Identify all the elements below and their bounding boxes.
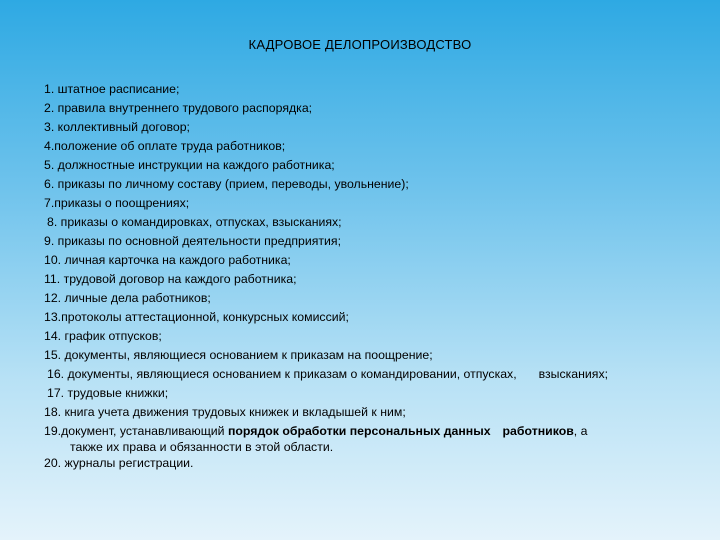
list-item: [0, 80, 720, 99]
item-text: 12. личные дела работников;: [44, 291, 211, 305]
item-text: 3. коллективный договор;: [44, 120, 190, 134]
list-item: [0, 270, 720, 289]
list-item: [0, 365, 720, 384]
item-text: 13.протоколы аттестационной, конкурсных комиссий;: [44, 310, 349, 324]
list-item: [0, 454, 720, 473]
item-text: 9. приказы по основной деятельности предприятия;: [44, 234, 341, 248]
list-item: [0, 327, 720, 346]
item-text: 10. личная карточка на каждого работника;: [44, 253, 291, 267]
item-text: 8. приказы о командировках, отпусках, взысканиях;: [47, 215, 342, 229]
list-item: [0, 213, 720, 232]
list-item: [0, 346, 720, 365]
item-text: 15. документы, являющиеся основанием к приказам на поощрение;: [44, 348, 433, 362]
item-text: 14. график отпусков;: [44, 329, 162, 343]
item-text-end: взысканиях;: [538, 367, 609, 381]
item-text: 17. трудовые книжки;: [47, 386, 169, 400]
item-bold-text: порядок обработки персональных данных: [227, 424, 491, 438]
list-item: [0, 194, 720, 213]
list-item: [0, 308, 720, 327]
item-text: 6. приказы по личному составу (прием, переводы, увольнение);: [44, 177, 409, 191]
list-item: [0, 422, 720, 454]
document-list: [0, 80, 720, 473]
item-text: 1. штатное расписание;: [44, 82, 180, 96]
item-text: 16. документы, являющиеся основанием к приказам о командировании, отпусках,: [47, 367, 517, 381]
list-item: [0, 384, 720, 403]
list-item: [0, 99, 720, 118]
list-item: [0, 156, 720, 175]
list-item: [0, 175, 720, 194]
list-item: [0, 118, 720, 137]
item-text: 18. книга учета движения трудовых книжек и вкладышей к ним;: [44, 405, 406, 419]
item-bold-text-2: работников: [502, 424, 574, 438]
item-text: 2. правила внутреннего трудового распорядка;: [44, 101, 313, 115]
item-text: 19.документ, устанавливающий: [44, 424, 225, 438]
page-title: КАДРОВОЕ ДЕЛОПРОИЗВОДСТВО: [248, 37, 472, 52]
item-continuation: также их права и обязанности в этой области.: [70, 440, 334, 454]
item-tail: , а: [573, 424, 588, 438]
item-text: 5. должностные инструкции на каждого работника;: [44, 158, 335, 172]
list-item: [0, 289, 720, 308]
list-item: [0, 137, 720, 156]
item-text: 11. трудовой договор на каждого работника;: [44, 272, 297, 286]
item-text: 4.положение об оплате труда работников;: [44, 139, 286, 153]
list-item: [0, 251, 720, 270]
item-text: 7.приказы о поощрениях;: [44, 196, 190, 210]
item-text: 20. журналы регистрации.: [44, 456, 194, 470]
list-item: [0, 403, 720, 422]
list-item: [0, 232, 720, 251]
